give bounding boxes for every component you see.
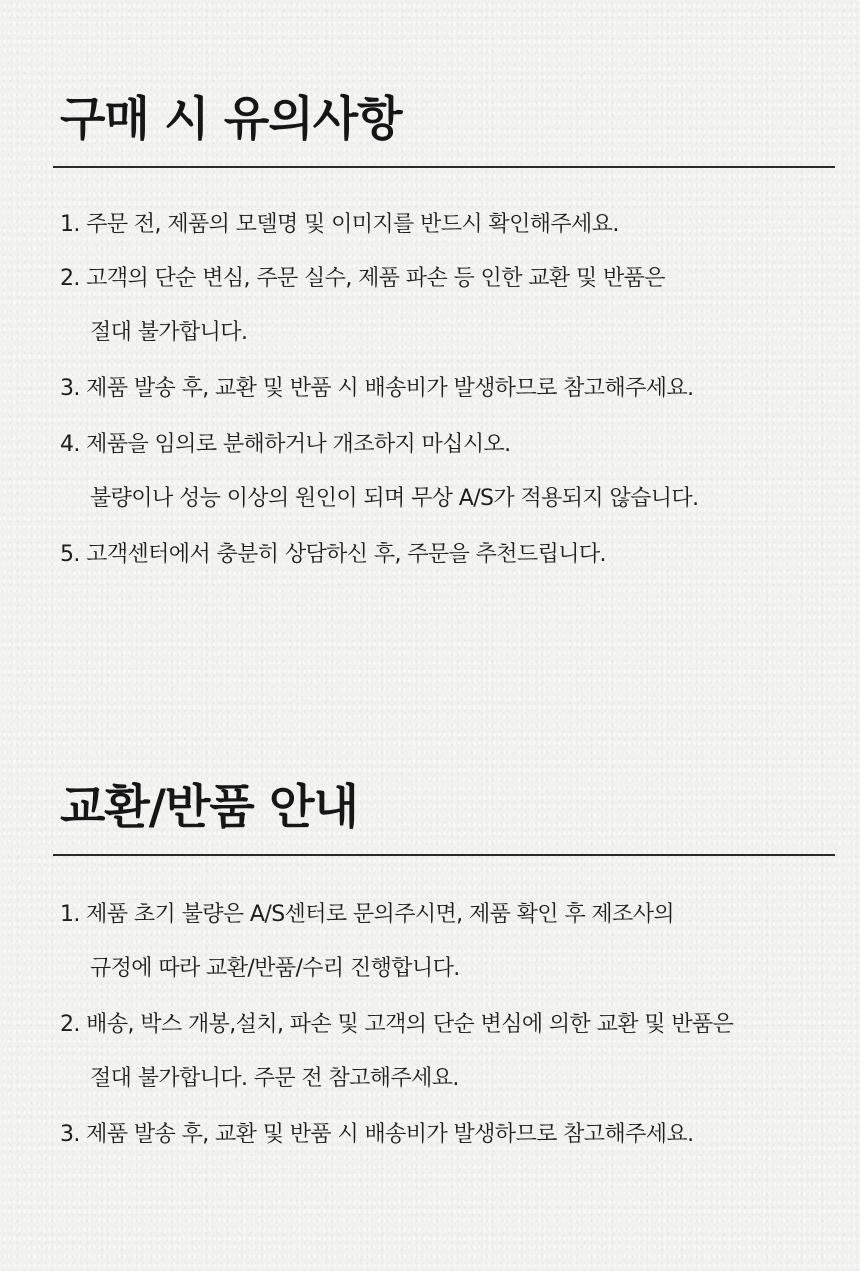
notice-item-2-continued: 절대 불가합니다. (90, 320, 248, 345)
exchange-item-2-continued: 절대 불가합니다. 주문 전 참고해주세요. (90, 1066, 459, 1091)
purchase-notice-title: 구매 시 유의사항 (60, 92, 402, 147)
exchange-item-1-continued: 규정에 따라 교환/반품/수리 진행합니다. (90, 956, 460, 981)
notice-item-4: 4. 제품을 임의로 분해하거나 개조하지 마십시오. (60, 432, 511, 457)
notice-item-4-continued: 불량이나 성능 이상의 원인이 되며 무상 A/S가 적용되지 않습니다. (90, 486, 699, 511)
exchange-item-3: 3. 제품 발송 후, 교환 및 반품 시 배송비가 발생하므로 참고해주세요. (60, 1122, 694, 1147)
notice-item-1: 1. 주문 전, 제품의 모델명 및 이미지를 반드시 확인해주세요. (60, 212, 619, 237)
exchange-item-2: 2. 배송, 박스 개봉,설치, 파손 및 고객의 단순 변심에 의한 교환 및 반품은 (60, 1012, 734, 1037)
notice-item-5: 5. 고객센터에서 충분히 상담하신 후, 주문을 추천드립니다. (60, 542, 606, 567)
notice-item-2: 2. 고객의 단순 변심, 주문 실수, 제품 파손 등 인한 교환 및 반품은 (60, 266, 665, 291)
exchange-item-1: 1. 제품 초기 불량은 A/S센터로 문의주시면, 제품 확인 후 제조사의 (60, 902, 674, 927)
exchange-return-title: 교환/반품 안내 (60, 780, 358, 835)
exchange-return-divider (53, 854, 835, 856)
purchase-notice-divider (53, 166, 835, 168)
notice-item-3: 3. 제품 발송 후, 교환 및 반품 시 배송비가 발생하므로 참고해주세요. (60, 376, 694, 401)
